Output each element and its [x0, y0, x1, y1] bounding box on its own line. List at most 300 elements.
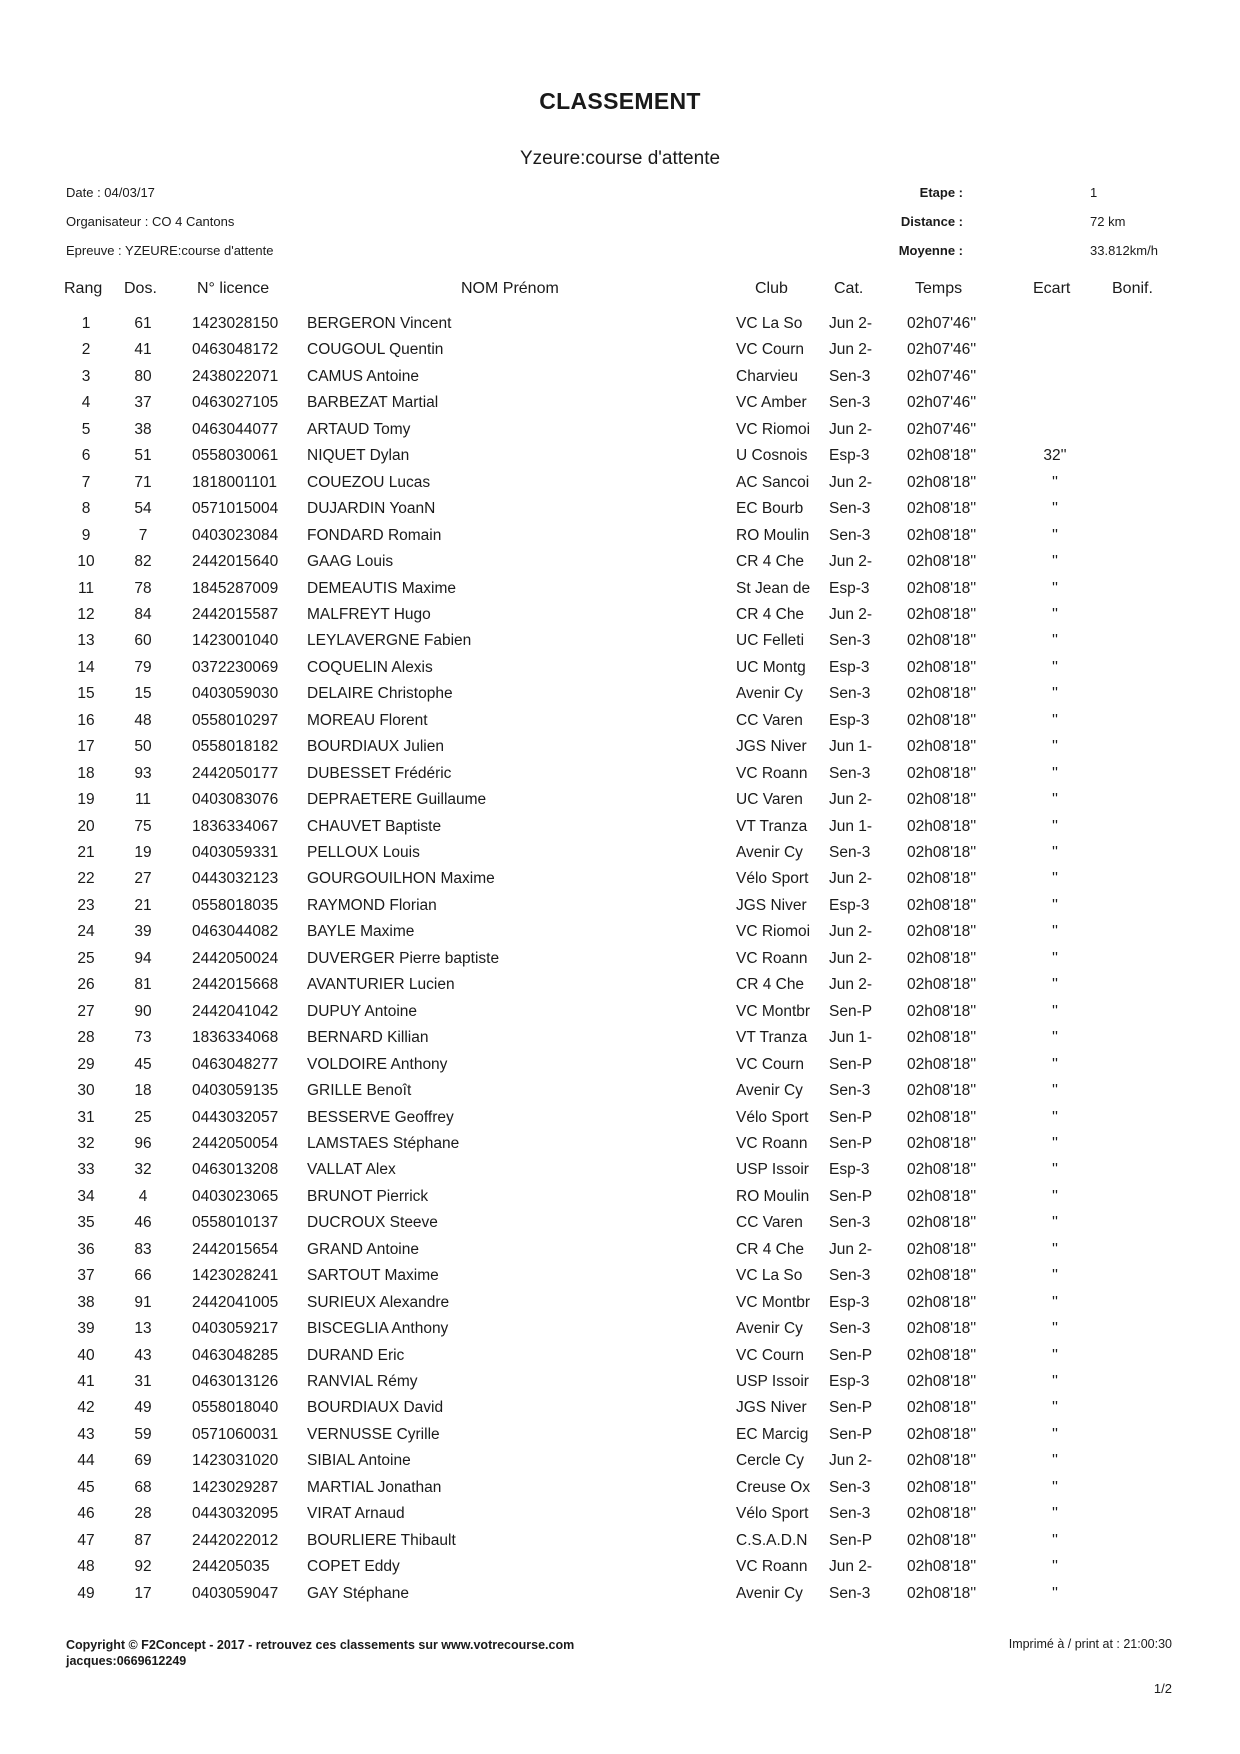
cell-club: VC Courn — [736, 341, 805, 359]
cell-rang: 25 — [77, 949, 95, 967]
cell-club: CR 4 Che — [736, 976, 805, 994]
cell-temps: 02h07'46'' — [907, 367, 977, 385]
cell-cat: Esp-3 — [829, 1161, 870, 1179]
cell-temps: 02h08'18'' — [907, 1531, 977, 1549]
table-row — [0, 923, 1240, 949]
cell-rang: 18 — [77, 764, 95, 782]
table-row — [0, 1214, 1240, 1240]
cell-temps: 02h08'18'' — [907, 632, 977, 650]
cell-ecart: '' — [1052, 579, 1058, 597]
cell-licence: 1423029287 — [192, 1478, 279, 1496]
cell-dos: 71 — [134, 473, 152, 491]
cell-temps: 02h08'18'' — [907, 1558, 977, 1576]
cell-ecart: '' — [1052, 791, 1058, 809]
cell-nom: GRAND Antoine — [307, 1240, 419, 1258]
cell-ecart: '' — [1052, 1108, 1058, 1126]
cell-rang: 41 — [77, 1373, 95, 1390]
cell-rang: 37 — [77, 1267, 95, 1285]
cell-dos: 73 — [134, 1029, 152, 1047]
cell-rang: 33 — [77, 1161, 95, 1179]
col-header-rang: Rang — [64, 280, 103, 297]
cell-ecart: '' — [1052, 1214, 1058, 1232]
cell-rang: 32 — [77, 1134, 95, 1152]
cell-rang: 8 — [81, 500, 91, 518]
table-row — [0, 1188, 1240, 1214]
meta-etape-label: Etape : — [919, 185, 963, 200]
cell-dos: 17 — [134, 1584, 152, 1602]
cell-cat: Jun 2- — [829, 1558, 873, 1576]
cell-dos: 54 — [134, 500, 152, 518]
cell-dos: 18 — [134, 1082, 152, 1100]
cell-temps: 02h08'18'' — [907, 1161, 977, 1179]
cell-nom: BERGERON Vincent — [307, 315, 452, 332]
cell-rang: 34 — [77, 1187, 95, 1205]
cell-licence: 0403059331 — [192, 844, 279, 861]
cell-rang: 5 — [81, 420, 91, 438]
cell-rang: 13 — [77, 632, 95, 650]
table-row — [0, 1029, 1240, 1055]
table-row — [0, 421, 1240, 447]
cell-licence: 2442015587 — [192, 605, 279, 623]
cell-temps: 02h08'18'' — [907, 473, 977, 491]
cell-ecart: '' — [1052, 976, 1058, 994]
cell-dos: 60 — [134, 632, 152, 650]
cell-ecart: '' — [1052, 1293, 1058, 1311]
table-row — [0, 1294, 1240, 1320]
cell-dos: 11 — [134, 791, 152, 809]
cell-ecart: '' — [1052, 605, 1058, 623]
meta-epreuve: Epreuve : YZEURE:course d'attente — [66, 243, 274, 258]
cell-nom: MARTIAL Jonathan — [307, 1478, 442, 1496]
cell-nom: VERNUSSE Cyrille — [307, 1425, 440, 1443]
cell-nom: BISCEGLIA Anthony — [307, 1320, 449, 1338]
cell-temps: 02h07'46'' — [907, 394, 977, 412]
cell-ecart: '' — [1052, 473, 1058, 491]
cell-cat: Jun 2- — [829, 605, 873, 623]
cell-cat: Sen-P — [829, 1055, 873, 1073]
cell-rang: 7 — [81, 473, 91, 491]
cell-nom: VALLAT Alex — [307, 1161, 396, 1179]
cell-temps: 02h08'18'' — [907, 1293, 977, 1311]
cell-temps: 02h08'18'' — [907, 605, 977, 623]
cell-nom: DEPRAETERE Guillaume — [307, 791, 487, 809]
table-row — [0, 368, 1240, 394]
cell-rang: 40 — [77, 1346, 95, 1364]
cell-licence: 0571015004 — [192, 500, 279, 518]
meta-moyenne-label: Moyenne : — [898, 243, 963, 258]
cell-nom: LAMSTAES Stéphane — [307, 1134, 460, 1152]
table-row — [0, 950, 1240, 976]
cell-rang: 23 — [77, 896, 95, 914]
cell-dos: 51 — [134, 447, 152, 465]
cell-ecart: '' — [1052, 1505, 1058, 1523]
cell-nom: GAAG Louis — [307, 553, 394, 571]
cell-rang: 39 — [77, 1320, 95, 1338]
cell-rang: 10 — [77, 553, 95, 571]
cell-ecart: '' — [1052, 1267, 1058, 1285]
footer-copyright: Copyright © F2Concept - 2017 - retrouvez ces classements sur www.votrecourse.com — [66, 1638, 575, 1652]
table-row — [0, 1479, 1240, 1505]
cell-club: USP Issoir — [736, 1161, 809, 1179]
cell-licence: 1836334068 — [192, 1029, 279, 1047]
cell-nom: SURIEUX Alexandre — [307, 1293, 450, 1311]
cell-dos: 49 — [134, 1399, 152, 1417]
cell-club: VC La So — [736, 1267, 803, 1285]
cell-ecart: '' — [1052, 553, 1058, 571]
cell-club: Avenir Cy — [736, 685, 803, 703]
cell-dos: 28 — [134, 1505, 152, 1523]
cell-club: UC Felleti — [736, 632, 805, 650]
cell-club: VC La So — [736, 315, 803, 332]
cell-nom: FONDARD Romain — [307, 526, 442, 544]
cell-rang: 38 — [77, 1293, 95, 1311]
cell-ecart: '' — [1052, 1082, 1058, 1100]
cell-ecart: '' — [1052, 949, 1058, 967]
cell-rang: 11 — [77, 579, 95, 597]
cell-licence: 0372230069 — [192, 658, 279, 676]
cell-rang: 16 — [77, 711, 95, 729]
cell-cat: Sen-3 — [829, 1478, 871, 1496]
cell-nom: VIRAT Arnaud — [307, 1505, 405, 1523]
cell-dos: 75 — [134, 817, 152, 835]
page-title: CLASSEMENT — [539, 88, 701, 114]
cell-rang: 27 — [77, 1002, 95, 1020]
cell-cat: Sen-P — [829, 1002, 873, 1020]
cell-rang: 15 — [77, 685, 95, 703]
cell-ecart: '' — [1052, 1161, 1058, 1179]
cell-dos: 19 — [134, 844, 152, 861]
table-row — [0, 1426, 1240, 1452]
cell-nom: BARBEZAT Martial — [307, 394, 439, 412]
cell-temps: 02h08'18'' — [907, 447, 977, 465]
cell-dos: 84 — [134, 605, 152, 623]
cell-ecart: '' — [1052, 923, 1058, 941]
cell-cat: Esp-3 — [829, 1373, 870, 1390]
cell-ecart: '' — [1052, 1320, 1058, 1338]
cell-temps: 02h08'18'' — [907, 1029, 977, 1047]
cell-dos: 45 — [134, 1055, 152, 1073]
cell-licence: 0443032057 — [192, 1108, 279, 1126]
cell-rang: 17 — [77, 738, 95, 756]
cell-ecart: '' — [1052, 711, 1058, 729]
cell-licence: 2442015654 — [192, 1240, 279, 1258]
cell-licence: 1818001101 — [192, 473, 278, 491]
table-row — [0, 1109, 1240, 1135]
cell-nom: VOLDOIRE Anthony — [307, 1055, 448, 1073]
cell-club: Charvieu — [736, 367, 799, 385]
cell-licence: 0403059217 — [192, 1320, 279, 1338]
cell-dos: 61 — [134, 315, 152, 332]
cell-licence: 0403083076 — [192, 791, 279, 809]
cell-ecart: '' — [1052, 1134, 1058, 1152]
cell-temps: 02h08'18'' — [907, 1002, 977, 1020]
cell-ecart: '' — [1052, 844, 1058, 861]
cell-cat: Jun 2- — [829, 1452, 873, 1470]
cell-rang: 44 — [77, 1452, 95, 1470]
table-row — [0, 1267, 1240, 1293]
cell-licence: 0463048172 — [192, 341, 279, 359]
cell-dos: 92 — [134, 1558, 152, 1576]
cell-ecart: '' — [1052, 870, 1058, 888]
cell-rang: 45 — [77, 1478, 95, 1496]
cell-nom: PELLOUX Louis — [307, 844, 420, 861]
cell-club: JGS Niver — [736, 738, 807, 756]
cell-licence: 0403059135 — [192, 1082, 279, 1100]
cell-club: Avenir Cy — [736, 1320, 803, 1338]
cell-rang: 29 — [77, 1055, 95, 1073]
cell-nom: ARTAUD Tomy — [307, 420, 411, 438]
cell-temps: 02h08'18'' — [907, 896, 977, 914]
cell-rang: 12 — [77, 605, 95, 623]
cell-temps: 02h08'18'' — [907, 1187, 977, 1205]
cell-nom: COQUELIN Alexis — [307, 658, 433, 676]
col-header-dos: Dos. — [124, 280, 157, 297]
cell-licence: 2442022012 — [192, 1531, 279, 1549]
cell-ecart: '' — [1052, 764, 1058, 782]
cell-dos: 80 — [134, 367, 152, 385]
cell-cat: Sen-3 — [829, 394, 871, 412]
table-row — [0, 1558, 1240, 1584]
cell-licence: 0403023084 — [192, 526, 279, 544]
cell-rang: 28 — [77, 1029, 95, 1047]
page-subtitle: Yzeure:course d'attente — [519, 148, 721, 169]
cell-dos: 4 — [138, 1187, 148, 1205]
cell-nom: BOURDIAUX David — [307, 1399, 444, 1417]
cell-temps: 02h08'18'' — [907, 817, 977, 835]
footer-credits — [66, 1637, 574, 1669]
cell-temps: 02h08'18'' — [907, 1134, 977, 1152]
cell-club: EC Marcig — [736, 1425, 809, 1443]
cell-dos: 41 — [134, 341, 152, 359]
cell-temps: 02h08'18'' — [907, 1108, 977, 1126]
cell-dos: 81 — [134, 976, 152, 994]
cell-rang: 14 — [77, 658, 95, 676]
cell-cat: Sen-P — [829, 1399, 873, 1417]
cell-rang: 1 — [81, 315, 91, 332]
cell-rang: 35 — [77, 1214, 95, 1232]
cell-temps: 02h08'18'' — [907, 579, 977, 597]
cell-rang: 24 — [77, 923, 95, 941]
cell-cat: Jun 2- — [829, 923, 873, 941]
cell-nom: BAYLE Maxime — [307, 923, 415, 941]
cell-ecart: '' — [1052, 685, 1058, 703]
cell-dos: 38 — [134, 420, 152, 438]
cell-dos: 31 — [134, 1373, 152, 1390]
cell-licence: 0558018182 — [192, 738, 279, 756]
meta-date: Date : 04/03/17 — [66, 185, 155, 200]
cell-ecart: '' — [1052, 1531, 1058, 1549]
cell-club: Vélo Sport — [736, 870, 809, 888]
cell-dos: 37 — [134, 394, 152, 412]
cell-licence: 0558018035 — [192, 896, 279, 914]
table-row — [0, 1505, 1240, 1531]
cell-licence: 2442050024 — [192, 949, 279, 967]
cell-ecart: 32'' — [1043, 447, 1067, 465]
cell-cat: Sen-3 — [829, 1214, 871, 1232]
cell-dos: 25 — [134, 1108, 152, 1126]
cell-temps: 02h08'18'' — [907, 1584, 977, 1602]
cell-nom: DELAIRE Christophe — [307, 685, 453, 703]
cell-rang: 19 — [77, 791, 95, 809]
cell-licence: 0463048285 — [192, 1346, 279, 1364]
cell-cat: Jun 2- — [829, 976, 873, 994]
table-row — [0, 1532, 1240, 1558]
table-row — [0, 765, 1240, 791]
cell-club: VC Courn — [736, 1055, 805, 1073]
cell-temps: 02h08'18'' — [907, 764, 977, 782]
cell-club: VT Tranza — [736, 1029, 808, 1047]
table-row — [0, 1320, 1240, 1346]
table-row — [0, 315, 1240, 341]
cell-rang: 20 — [77, 817, 95, 835]
col-header-temps: Temps — [915, 280, 963, 297]
cell-temps: 02h08'18'' — [907, 923, 977, 941]
cell-club: Creuse Ox — [736, 1478, 811, 1496]
cell-licence: 1423001040 — [192, 632, 279, 650]
cell-dos: 93 — [134, 764, 152, 782]
cell-dos: 50 — [134, 738, 152, 756]
cell-club: Vélo Sport — [736, 1108, 809, 1126]
cell-nom: COPET Eddy — [307, 1558, 400, 1576]
cell-licence: 0403059030 — [192, 685, 279, 703]
cell-dos: 91 — [134, 1293, 152, 1311]
cell-nom: COUGOUL Quentin — [307, 341, 444, 359]
cell-temps: 02h08'18'' — [907, 1320, 977, 1338]
cell-cat: Sen-3 — [829, 632, 871, 650]
cell-licence: 0463048277 — [192, 1055, 279, 1073]
table-row — [0, 606, 1240, 632]
meta-distance-label: Distance : — [900, 214, 963, 229]
cell-licence: 2442041042 — [192, 1002, 279, 1020]
cell-club: Avenir Cy — [736, 844, 803, 861]
cell-club: C.S.A.D.N — [736, 1531, 808, 1549]
cell-temps: 02h08'18'' — [907, 949, 977, 967]
cell-nom: AVANTURIER Lucien — [307, 976, 455, 994]
cell-rang: 6 — [81, 447, 91, 465]
cell-licence: 1423028150 — [192, 315, 279, 332]
cell-dos: 78 — [134, 579, 152, 597]
cell-club: Cercle Cy — [736, 1452, 805, 1470]
cell-temps: 02h08'18'' — [907, 1240, 977, 1258]
cell-cat: Sen-3 — [829, 526, 871, 544]
cell-rang: 43 — [77, 1425, 95, 1443]
table-row — [0, 1056, 1240, 1082]
meta-distance-value: 72 km — [1090, 214, 1126, 229]
cell-temps: 02h08'18'' — [907, 500, 977, 518]
footer-printed: Imprimé à / print at : 21:00:30 — [1008, 1637, 1172, 1651]
cell-nom: DUVERGER Pierre baptiste — [307, 949, 500, 967]
cell-club: VC Montbr — [736, 1002, 811, 1020]
cell-club: VC Riomoi — [736, 420, 811, 438]
cell-licence: 1845287009 — [192, 579, 279, 597]
cell-club: CR 4 Che — [736, 1240, 805, 1258]
table-row — [0, 1347, 1240, 1373]
cell-club: CR 4 Che — [736, 605, 805, 623]
cell-temps: 02h07'46'' — [907, 341, 977, 359]
cell-club: CC Varen — [736, 1214, 803, 1232]
cell-rang: 47 — [77, 1531, 95, 1549]
cell-ecart: '' — [1052, 658, 1058, 676]
cell-club: U Cosnois — [736, 447, 808, 465]
cell-nom: DUBESSET Frédéric — [307, 764, 452, 782]
cell-cat: Jun 2- — [829, 315, 873, 332]
cell-licence: 1836334067 — [192, 817, 279, 835]
cell-rang: 22 — [77, 870, 95, 888]
col-header-club: Club — [755, 280, 788, 297]
cell-cat: Sen-P — [829, 1134, 873, 1152]
cell-cat: Jun 2- — [829, 791, 873, 809]
cell-licence: 2442050054 — [192, 1134, 279, 1152]
cell-ecart: '' — [1052, 1187, 1058, 1205]
cell-nom: SARTOUT Maxime — [307, 1267, 439, 1285]
table-row — [0, 394, 1240, 420]
cell-nom: BESSERVE Geoffrey — [307, 1108, 454, 1126]
table-row — [0, 1452, 1240, 1478]
cell-nom: DUJARDIN YoanN — [307, 500, 436, 518]
cell-nom: DUCROUX Steeve — [307, 1214, 438, 1232]
cell-licence: 1423031020 — [192, 1452, 279, 1470]
cell-rang: 4 — [81, 394, 91, 412]
cell-dos: 15 — [134, 685, 152, 703]
cell-cat: Sen-3 — [829, 1584, 871, 1602]
cell-dos: 96 — [134, 1134, 152, 1152]
cell-club: VC Amber — [736, 394, 807, 412]
cell-temps: 02h08'18'' — [907, 1214, 977, 1232]
cell-dos: 66 — [134, 1267, 152, 1285]
cell-ecart: '' — [1052, 632, 1058, 650]
cell-cat: Sen-P — [829, 1531, 873, 1549]
cell-cat: Esp-3 — [829, 579, 870, 597]
cell-licence: 2442050177 — [192, 764, 279, 782]
cell-temps: 02h08'18'' — [907, 1346, 977, 1364]
cell-ecart: '' — [1052, 1584, 1058, 1602]
cell-dos: 27 — [134, 870, 152, 888]
cell-club: Avenir Cy — [736, 1082, 803, 1100]
cell-club: VC Montbr — [736, 1293, 811, 1311]
cell-licence: 0403059047 — [192, 1584, 279, 1602]
cell-cat: Sen-P — [829, 1187, 873, 1205]
page-number: 1/2 — [1153, 1681, 1172, 1696]
cell-club: USP Issoir — [736, 1373, 809, 1390]
cell-cat: Jun 2- — [829, 949, 873, 967]
cell-nom: GOURGOUILHON Maxime — [307, 870, 495, 888]
cell-cat: Esp-3 — [829, 896, 870, 914]
cell-temps: 02h08'18'' — [907, 870, 977, 888]
footer-contact: jacques:0669612249 — [66, 1654, 187, 1668]
cell-dos: 46 — [134, 1214, 152, 1232]
cell-club: VC Roann — [736, 1134, 808, 1152]
cell-nom: GAY Stéphane — [307, 1584, 409, 1602]
cell-temps: 02h08'18'' — [907, 738, 977, 756]
cell-temps: 02h08'18'' — [907, 1267, 977, 1285]
table-row — [0, 580, 1240, 606]
table-row — [0, 897, 1240, 923]
cell-ecart: '' — [1052, 817, 1058, 835]
cell-cat: Esp-3 — [829, 1293, 870, 1311]
table-row — [0, 500, 1240, 526]
cell-cat: Sen-3 — [829, 1082, 871, 1100]
cell-ecart: '' — [1052, 1055, 1058, 1073]
table-row — [0, 1585, 1240, 1611]
cell-licence: 2442015668 — [192, 976, 279, 994]
cell-ecart: '' — [1052, 1399, 1058, 1417]
cell-rang: 42 — [77, 1399, 95, 1417]
cell-dos: 79 — [134, 658, 152, 676]
cell-rang: 31 — [77, 1108, 95, 1126]
cell-cat: Esp-3 — [829, 658, 870, 676]
cell-nom: SIBIAL Antoine — [307, 1452, 411, 1470]
cell-licence: 0463027105 — [192, 394, 279, 412]
